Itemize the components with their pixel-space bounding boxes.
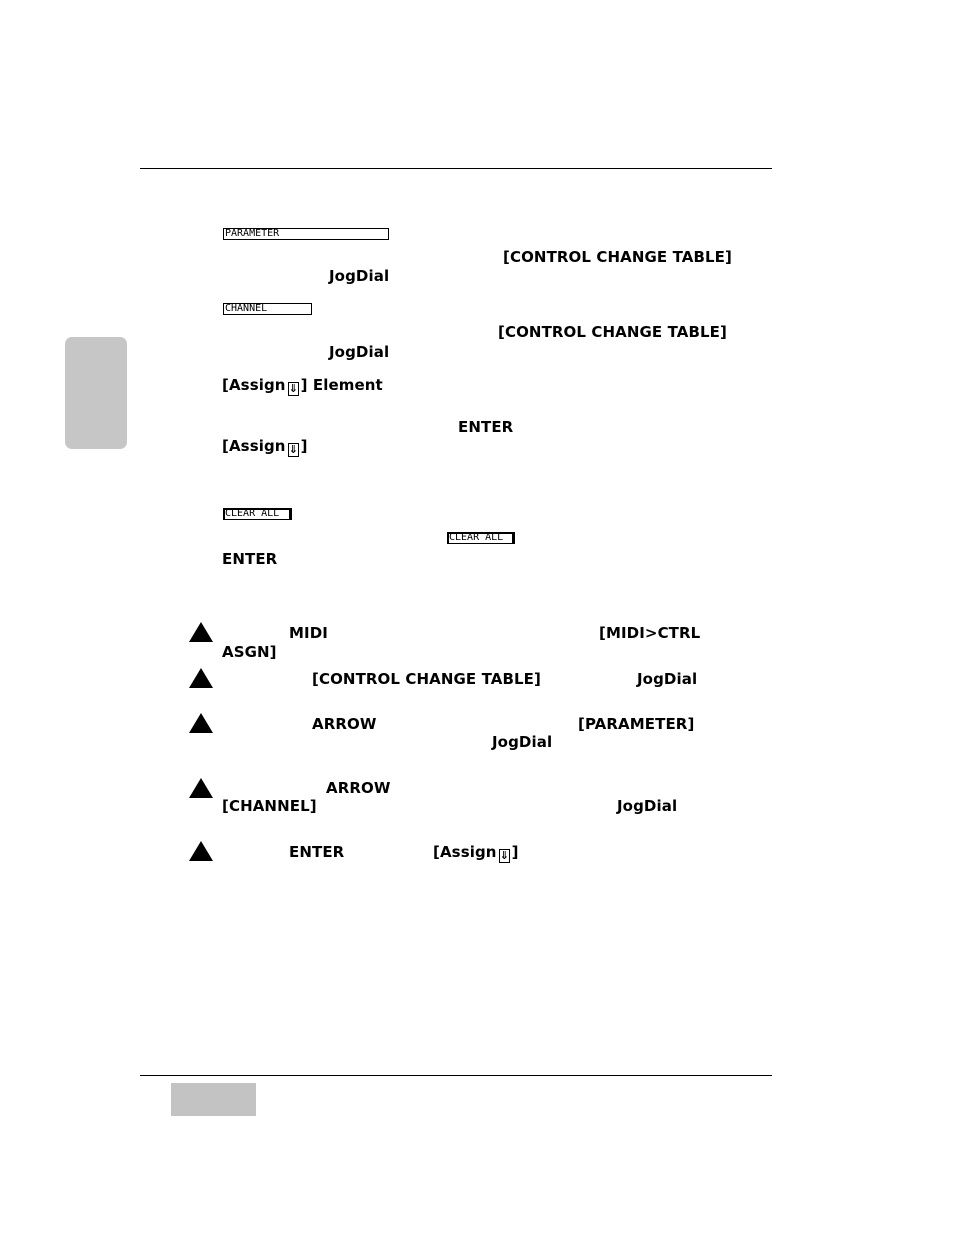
- assign-element-label: [Assign ⇓ ] Element: [222, 376, 383, 395]
- step-3-arrow: ARROW: [312, 715, 377, 733]
- step-5-enter: ENTER: [289, 843, 345, 861]
- step-2-jogdial: JogDial: [637, 670, 698, 688]
- jogdial-label-2: JogDial: [329, 343, 390, 361]
- step-5-triangle-icon: [189, 841, 213, 861]
- step-4-jogdial: JogDial: [617, 797, 678, 815]
- down-arrow-icon: ⇓: [288, 382, 298, 395]
- footer-rule: [140, 1075, 772, 1076]
- step-4-channel: [CHANNEL]: [222, 797, 317, 815]
- assign-label: [Assign ⇓ ]: [222, 437, 308, 456]
- jogdial-label-1: JogDial: [329, 267, 390, 285]
- step-2-triangle-icon: [189, 668, 213, 688]
- cct-label-2: [CONTROL CHANGE TABLE]: [498, 323, 727, 341]
- step-1-triangle-icon: [189, 622, 213, 642]
- step-5-assign: [Assign ⇓ ]: [433, 843, 519, 862]
- enter-label-2: ENTER: [222, 550, 278, 568]
- step-4-arrow: ARROW: [326, 779, 391, 797]
- step-1-menu: [MIDI>CTRL: [599, 624, 701, 642]
- page-number-box: [171, 1083, 256, 1116]
- down-arrow-icon: ⇓: [499, 849, 509, 862]
- step-1-menu-cont: ASGN]: [222, 643, 277, 661]
- step-3-jogdial: JogDial: [492, 733, 553, 751]
- lcd-clear-all-2: CLEAR ALL: [447, 532, 515, 544]
- step-3-triangle-icon: [189, 713, 213, 733]
- lcd-channel: CHANNEL: [223, 303, 312, 315]
- lcd-parameter: PARAMETER: [223, 228, 389, 240]
- step-2-cct: [CONTROL CHANGE TABLE]: [312, 670, 541, 688]
- step-1-midi: MIDI: [289, 624, 328, 642]
- side-chapter-tab: [65, 337, 127, 449]
- enter-label-1: ENTER: [458, 418, 514, 436]
- cct-label-1: [CONTROL CHANGE TABLE]: [503, 248, 732, 266]
- step-3-param: [PARAMETER]: [578, 715, 695, 733]
- lcd-clear-all-1: CLEAR ALL: [223, 508, 292, 520]
- header-rule: [140, 168, 772, 169]
- step-4-triangle-icon: [189, 778, 213, 798]
- down-arrow-icon: ⇓: [288, 443, 298, 456]
